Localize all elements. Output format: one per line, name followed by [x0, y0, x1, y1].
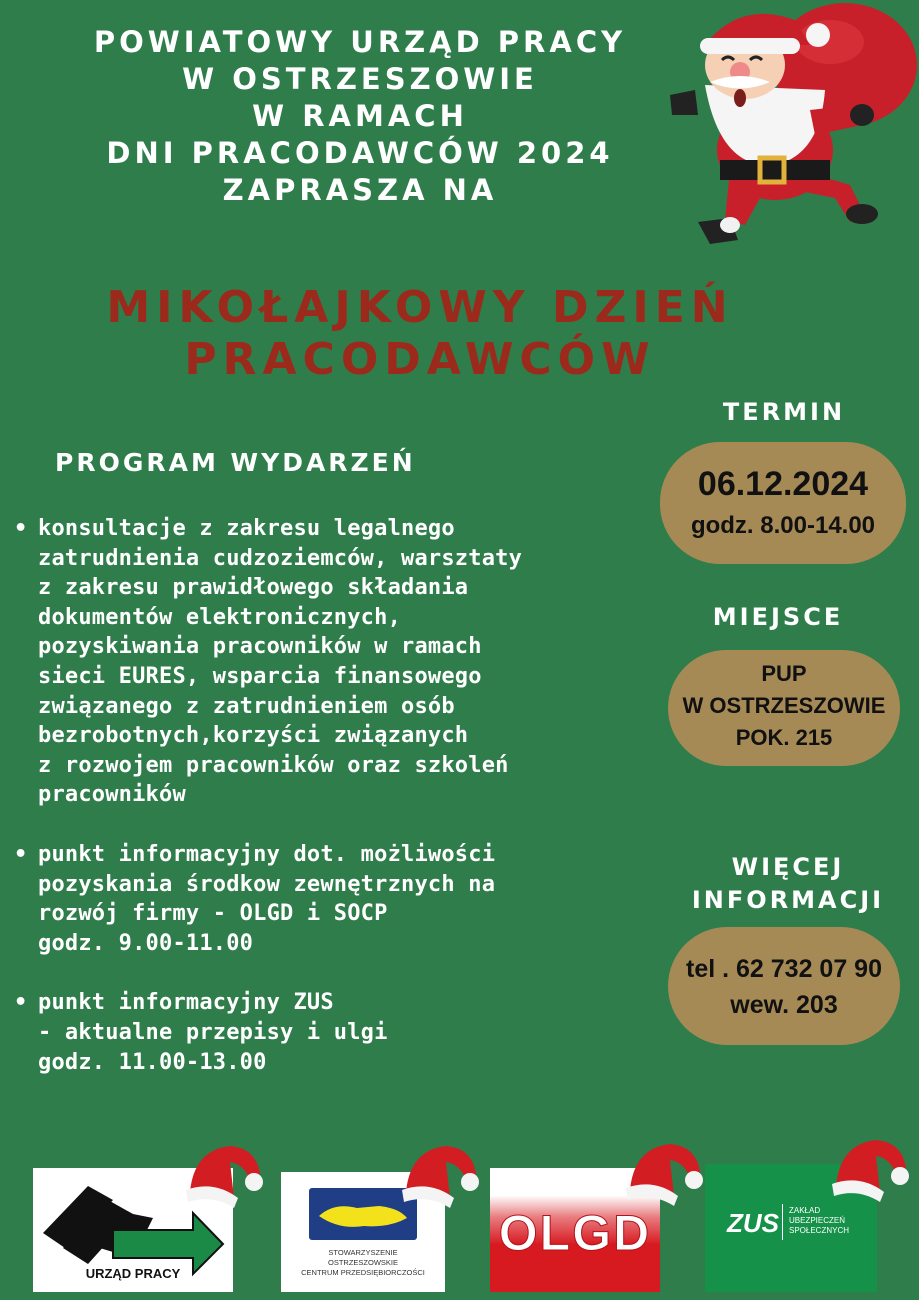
info-label-line: INFORMACJI [691, 886, 885, 914]
zus-text [789, 1206, 849, 1236]
miejsce-line: POK. 215 [735, 725, 833, 750]
info-phone: tel . 62 732 07 90 [686, 955, 882, 983]
header-line: DNI PRACODAWCÓW 2024 [106, 136, 614, 170]
bullet: • [14, 990, 28, 1016]
termin-label: TERMIN [722, 398, 846, 426]
program-list [14, 514, 654, 1107]
info-label-line: WIĘCEJ [731, 853, 845, 881]
miejsce-pill [668, 650, 900, 766]
santa-hat-icon [400, 1140, 480, 1212]
urzad-pracy-text: URZĄD PRACY [85, 1266, 181, 1281]
item-line: dokumentów elektronicznych, [38, 604, 402, 630]
olgd-text: OLGD [498, 1205, 652, 1261]
item-line: pozyskiwania pracowników w ramach [38, 634, 482, 660]
program-title: PROGRAM WYDARZEŃ [55, 448, 416, 477]
info-ext: wew. 203 [730, 991, 838, 1019]
item-line: pozyskania środkow zewnętrznych na [38, 871, 496, 897]
termin-date: 06.12.2024 [697, 465, 869, 503]
header-line: ZAPRASZA NA [222, 173, 498, 207]
socp-text [281, 1248, 445, 1278]
event-title-line: PRACODAWCÓW [184, 334, 656, 385]
socp-line: STOWARZYSZENIE [328, 1248, 398, 1257]
termin-hours: godz. 8.00-14.00 [690, 512, 876, 539]
list-item [14, 514, 654, 810]
item-line: godz. 9.00-11.00 [38, 930, 254, 956]
event-title-line: MIKOŁAJKOWY DZIEŃ [106, 282, 734, 333]
termin-pill [660, 442, 906, 564]
item-line: z zakresu prawidłowego składania [38, 575, 469, 601]
event-title [40, 282, 800, 386]
miejsce-line: W OSTRZESZOWIE [682, 693, 886, 718]
socp-line: OSTRZESZOWSKIE [327, 1258, 398, 1267]
item-line: zatrudnienia cudzoziemców, warsztaty [38, 545, 523, 571]
info-label [658, 851, 918, 917]
item-line: godz. 11.00-13.00 [38, 1049, 267, 1075]
list-item [14, 988, 654, 1077]
header-text [40, 24, 680, 209]
header-line: W OSTRZESZOWIE [182, 62, 538, 96]
bullet: • [14, 841, 28, 867]
item-line: bezrobotnych,korzyści związanych [38, 723, 469, 749]
santa-hat-icon [184, 1140, 264, 1212]
bullet: • [14, 516, 28, 541]
santa-hat-icon [830, 1134, 910, 1206]
item-line: - aktualne przepisy i ulgi [38, 1019, 388, 1045]
item-line: z rozwojem pracowników oraz szkoleń [38, 752, 509, 778]
zus-mark: ZUS [727, 1208, 779, 1238]
item-line: rozwój firmy - OLGD i SOCP [38, 901, 388, 927]
header-line: W RAMACH [252, 99, 468, 133]
santa-illustration [650, 0, 919, 250]
socp-line: CENTRUM PRZEDSIĘBIORCZOŚCI [301, 1268, 425, 1277]
zus-line: UBEZPIECZEŃ [789, 1216, 846, 1225]
item-line: sieci EURES, wsparcia finansowego [38, 663, 482, 689]
zus-divider [782, 1204, 783, 1240]
item-line: związanego z zatrudnieniem osób [38, 693, 455, 719]
item-line: konsultacje z zakresu legalnego [38, 516, 455, 541]
item-line: pracowników [38, 782, 186, 808]
zus-line: ZAKŁAD [789, 1206, 821, 1215]
list-item [14, 840, 654, 958]
santa-hat-icon [624, 1138, 704, 1210]
item-line: punkt informacyjny ZUS [38, 990, 334, 1016]
header-line: POWIATOWY URZĄD PRACY [93, 25, 627, 59]
miejsce-line: PUP [761, 661, 807, 686]
zus-line: SPOŁECZNYCH [789, 1226, 850, 1235]
item-line: punkt informacyjny dot. możliwości [38, 841, 496, 867]
info-pill [668, 927, 900, 1045]
miejsce-label: MIEJSCE [712, 603, 844, 631]
